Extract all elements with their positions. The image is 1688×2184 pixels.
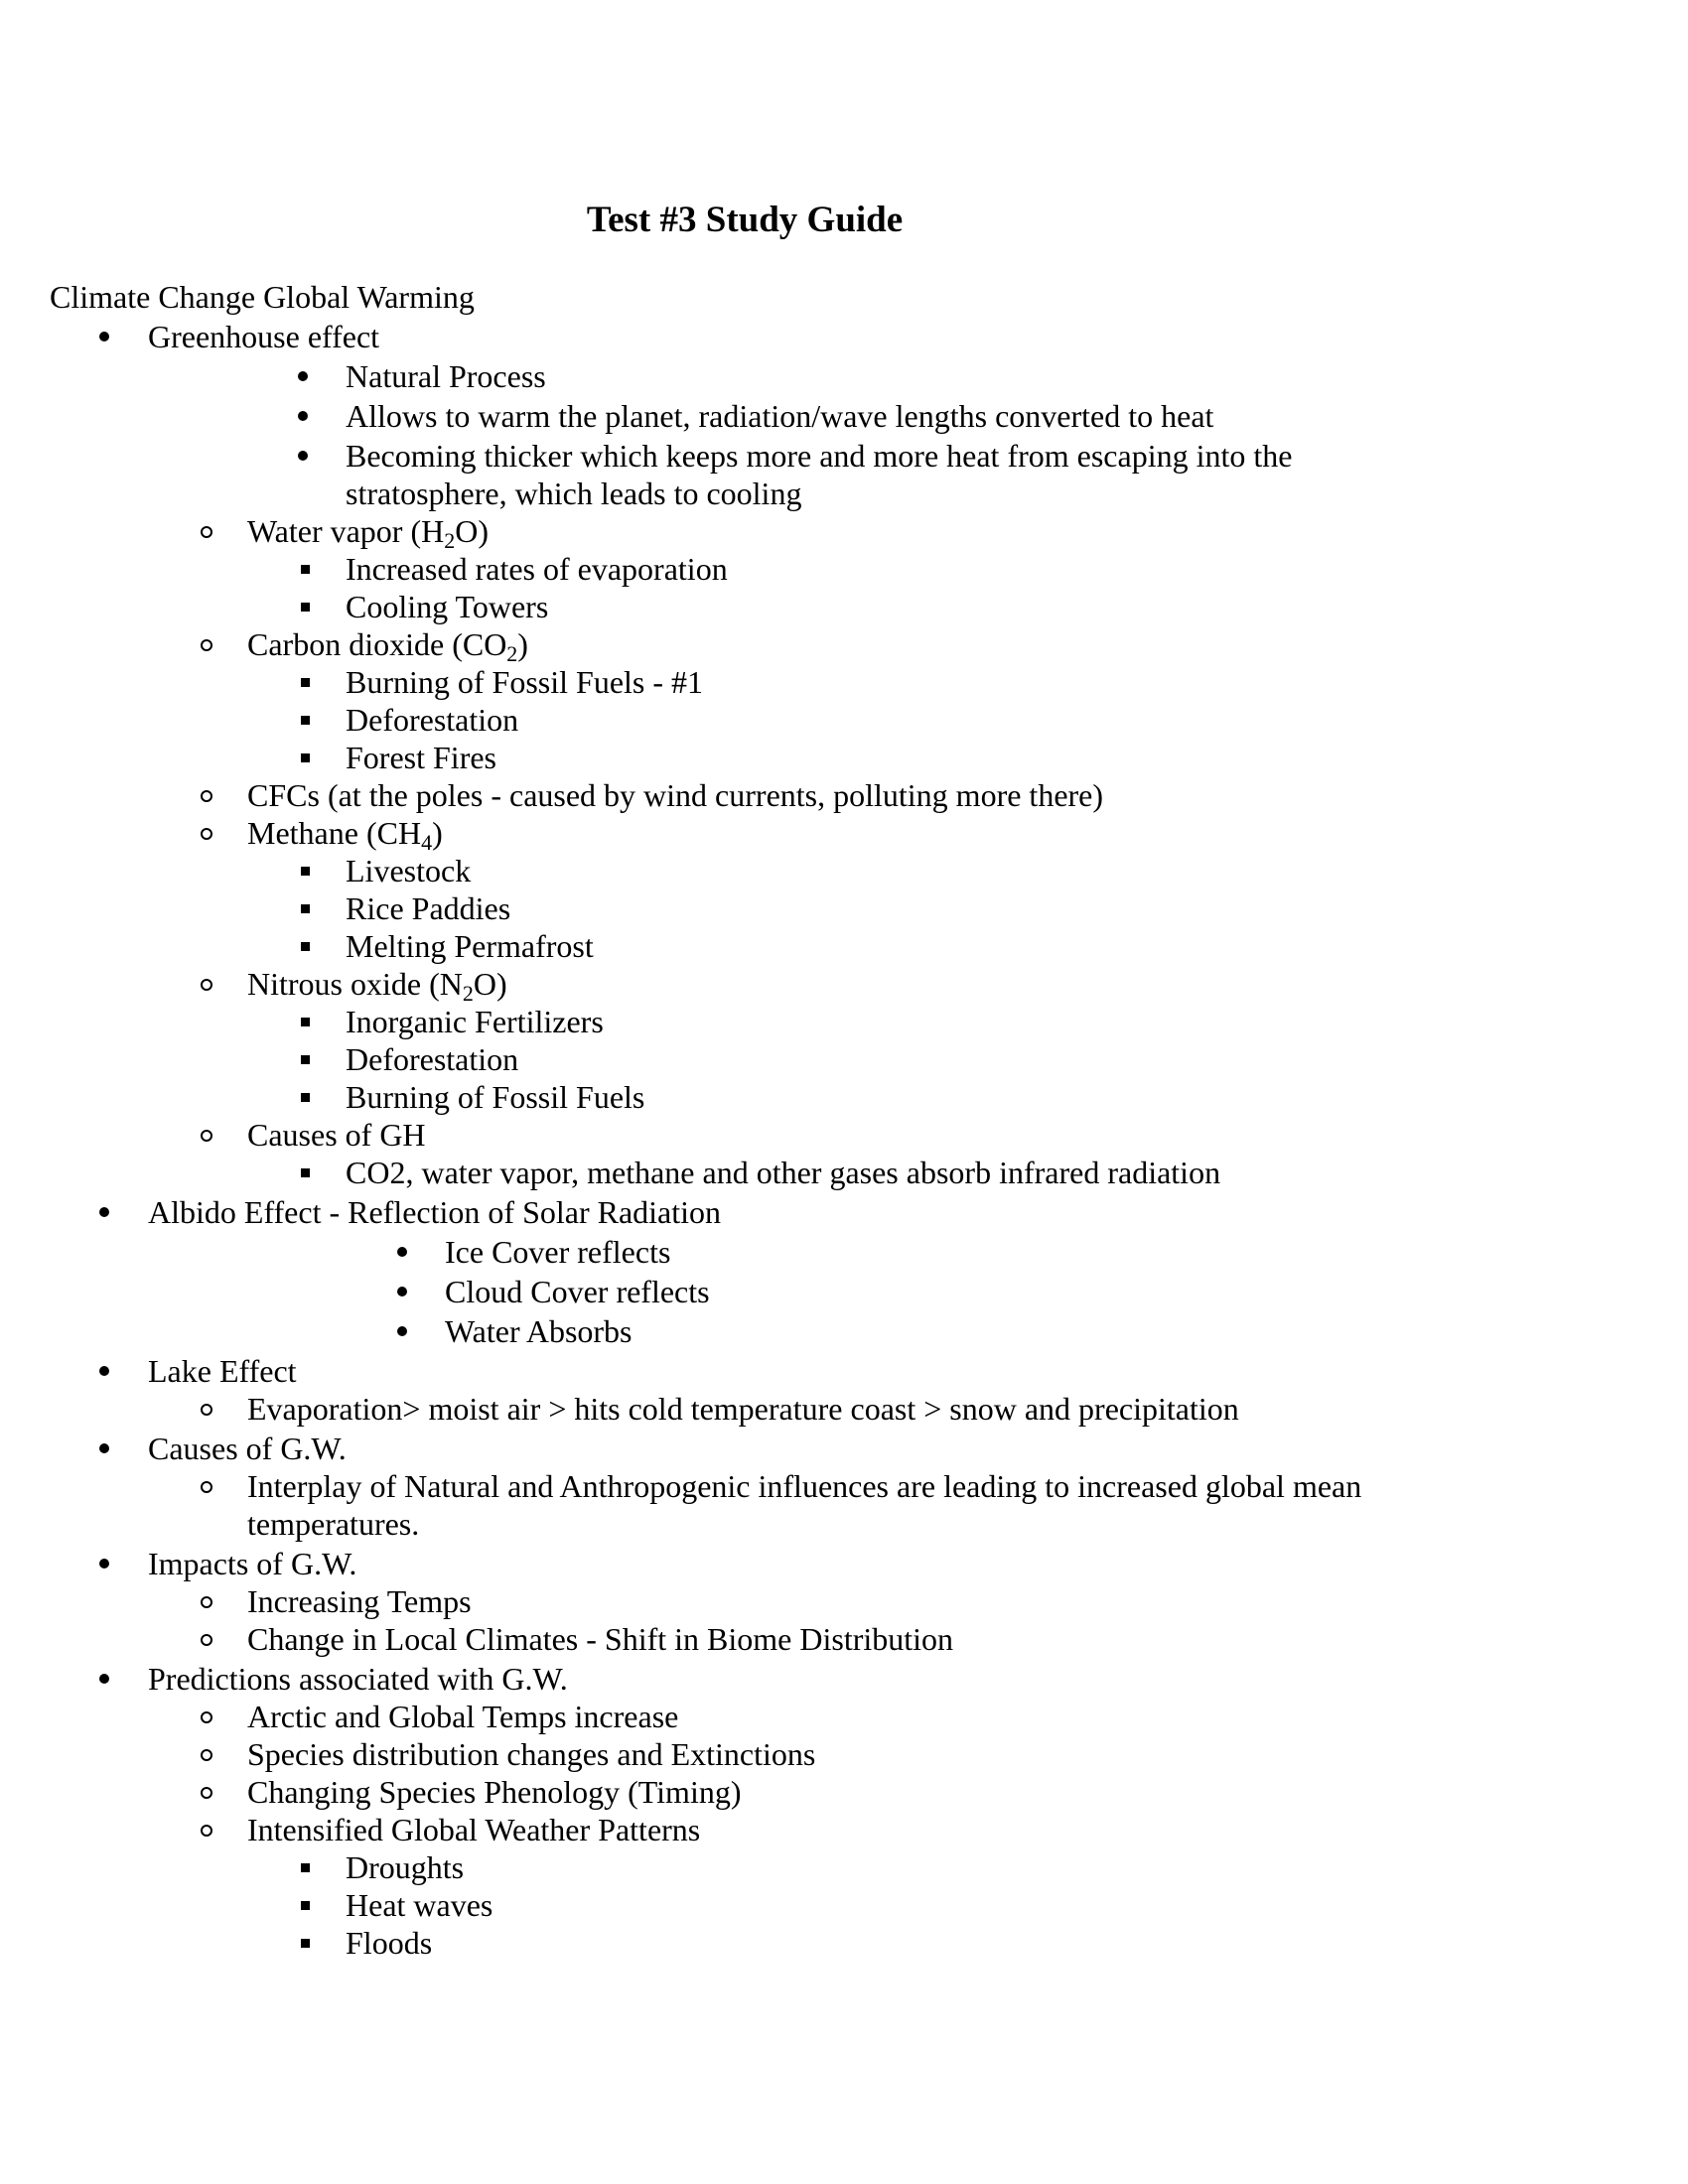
- square-bullet-icon: [290, 739, 320, 775]
- list-item-continuation: temperatures.: [247, 1506, 420, 1542]
- square-bullet-icon: [290, 852, 320, 888]
- bullet-icon: [387, 1233, 417, 1270]
- list-item: Allows to warm the planet, radiation/wave lengths converted to heat: [346, 398, 1214, 434]
- circle-bullet-icon: [192, 1620, 221, 1657]
- bullet-icon: [387, 1312, 417, 1349]
- circle-bullet-icon: [192, 1698, 221, 1734]
- square-bullet-icon: [290, 927, 320, 964]
- bullet-icon: [89, 1660, 119, 1697]
- circle-bullet-icon: [192, 1467, 221, 1504]
- list-item: Floods: [346, 1925, 433, 1961]
- bullet-icon: [89, 1430, 119, 1466]
- list-item: Increased rates of evaporation: [346, 551, 728, 587]
- list-item-co2: Carbon dioxide $(CO_2)$: [247, 626, 528, 666]
- list-item: Melting Permafrost: [346, 928, 594, 964]
- list-item: Deforestation: [346, 1041, 519, 1077]
- list-item-predictions: Predictions associated with G.W.: [148, 1661, 568, 1697]
- list-item: Change in Local Climates - Shift in Biome Distribution: [247, 1621, 954, 1657]
- list-item: Species distribution changes and Extinctions: [247, 1736, 816, 1772]
- list-item-greenhouse: Greenhouse effect: [148, 319, 380, 354]
- square-bullet-icon: [290, 588, 320, 624]
- square-bullet-icon: [290, 1040, 320, 1077]
- square-bullet-icon: [290, 1886, 320, 1923]
- square-bullet-icon: [290, 1003, 320, 1039]
- bullet-icon: [288, 397, 318, 434]
- circle-bullet-icon: [192, 1773, 221, 1810]
- list-item: Deforestation: [346, 702, 519, 738]
- list-item: Inorganic Fertilizers: [346, 1004, 604, 1039]
- list-item-albido: Albido Effect - Reflection of Solar Radiation: [148, 1194, 722, 1230]
- bullet-icon: [387, 1273, 417, 1309]
- circle-bullet-icon: [192, 1390, 221, 1427]
- bullet-icon: [89, 318, 119, 354]
- list-item: Burning of Fossil Fuels: [346, 1079, 645, 1115]
- circle-bullet-icon: [192, 1582, 221, 1619]
- circle-bullet-icon: [192, 512, 221, 549]
- bullet-icon: [288, 437, 318, 474]
- list-item-nitrous-oxide: Nitrous oxide $(N_2O)$: [247, 966, 507, 1006]
- square-bullet-icon: [290, 550, 320, 587]
- circle-bullet-icon: [192, 965, 221, 1002]
- list-item: Cooling Towers: [346, 589, 549, 624]
- list-item: Heat waves: [346, 1887, 493, 1923]
- square-bullet-icon: [290, 1848, 320, 1885]
- list-item: Rice Paddies: [346, 890, 511, 926]
- list-item: Intensified Global Weather Patterns: [247, 1812, 701, 1847]
- square-bullet-icon: [290, 1924, 320, 1961]
- circle-bullet-icon: [192, 1116, 221, 1153]
- list-item: Water Absorbs: [445, 1313, 633, 1349]
- list-item: Increasing Temps: [247, 1583, 472, 1619]
- section-heading: Climate Change Global Warming: [50, 279, 475, 315]
- list-item: Changing Species Phenology (Timing): [247, 1774, 742, 1810]
- list-item: Forest Fires: [346, 740, 496, 775]
- list-item-lake-effect: Lake Effect: [148, 1353, 297, 1389]
- square-bullet-icon: [290, 889, 320, 926]
- circle-bullet-icon: [192, 814, 221, 851]
- list-item: Arctic and Global Temps increase: [247, 1699, 679, 1734]
- list-item: Ice Cover reflects: [445, 1234, 671, 1270]
- list-item: Evaporation> moist air > hits cold temperature coast > snow and precipitation: [247, 1391, 1239, 1427]
- list-item-impacts: Impacts of G.W.: [148, 1546, 357, 1581]
- list-item-methane: Methane $(CH_4)$: [247, 815, 443, 855]
- square-bullet-icon: [290, 1154, 320, 1190]
- circle-bullet-icon: [192, 625, 221, 662]
- list-item-causes-gw: Causes of G.W.: [148, 1431, 347, 1466]
- bullet-icon: [89, 1545, 119, 1581]
- list-item: Becoming thicker which keeps more and more heat from escaping into the: [346, 438, 1293, 474]
- list-item-cfcs: CFCs (at the poles - caused by wind currents, polluting more there): [247, 777, 1104, 813]
- list-item-continuation: stratosphere, which leads to cooling: [346, 476, 802, 511]
- list-item: Livestock: [346, 853, 472, 888]
- list-item: CO2, water vapor, methane and other gases absorb infrared radiation: [346, 1155, 1221, 1190]
- square-bullet-icon: [290, 701, 320, 738]
- list-item: Natural Process: [346, 358, 546, 394]
- circle-bullet-icon: [192, 776, 221, 813]
- circle-bullet-icon: [192, 1811, 221, 1847]
- list-item: Interplay of Natural and Anthropogenic influences are leading to increased global mean: [247, 1468, 1362, 1504]
- list-item-causes-gh: Causes of GH: [247, 1117, 426, 1153]
- list-item: Droughts: [346, 1849, 465, 1885]
- list-item-water-vapor: Water vapor $(H_2O)$: [247, 513, 489, 553]
- bullet-icon: [288, 357, 318, 394]
- list-item: Burning of Fossil Fuels - #1: [346, 664, 704, 700]
- bullet-icon: [89, 1193, 119, 1230]
- square-bullet-icon: [290, 663, 320, 700]
- page-title: Test #3 Study Guide: [586, 200, 904, 240]
- list-item: Cloud Cover reflects: [445, 1274, 710, 1309]
- square-bullet-icon: [290, 1078, 320, 1115]
- bullet-icon: [89, 1352, 119, 1389]
- circle-bullet-icon: [192, 1735, 221, 1772]
